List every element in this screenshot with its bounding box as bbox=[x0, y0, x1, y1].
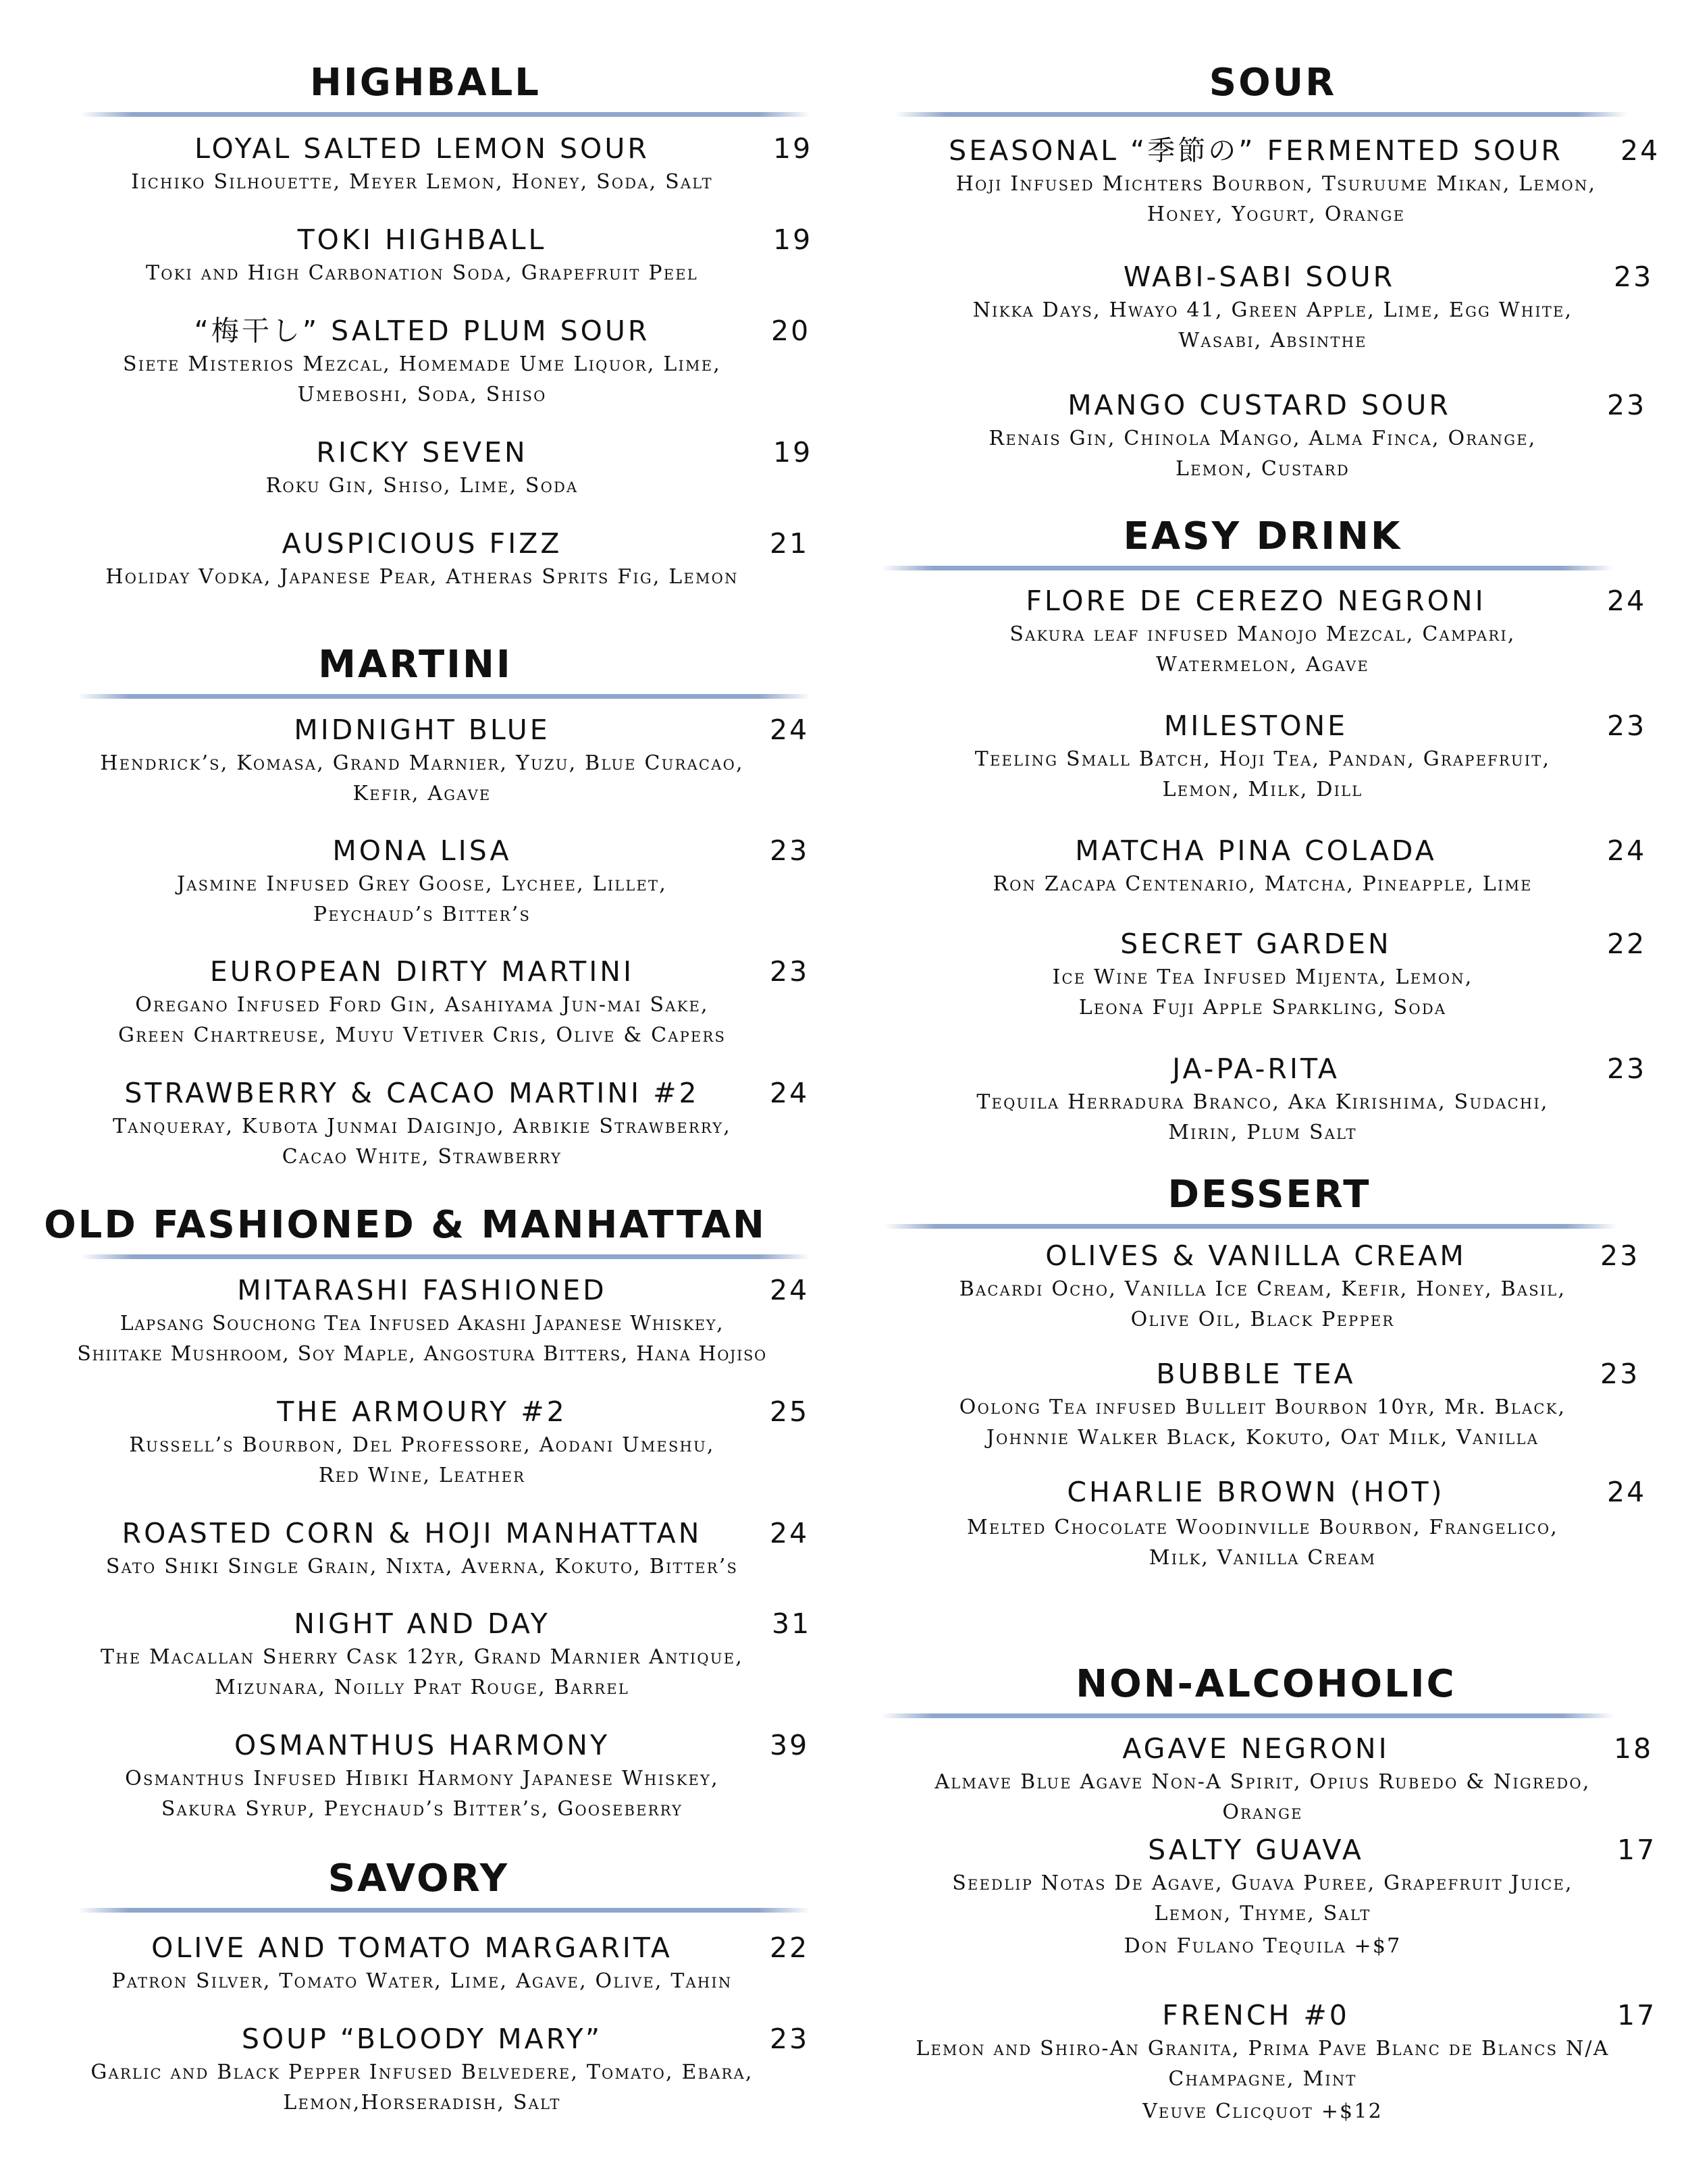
item-description: Ice Wine Tea Infused Mijenta, Lemon, Leona Fuji Apple Sparkling, Soda bbox=[1052, 965, 1473, 1019]
section-divider bbox=[78, 694, 810, 699]
item-name: OSMANTHUS HARMONY bbox=[234, 1729, 610, 1761]
item-name: STRAWBERRY & CACAO MARTINI #2 bbox=[124, 1077, 700, 1109]
section-dessert bbox=[864, 1171, 1688, 1229]
item-description: Osmanthus Infused Hibiki Harmony Japanese Whiskey, Sakura Syrup, Peychaud’s Bitter’s, Gooseberry bbox=[125, 1767, 719, 1821]
item-description: Iichiko Silhouette, Meyer Lemon, Honey, Soda, Salt bbox=[131, 170, 713, 194]
item-price: 23 bbox=[1607, 710, 1647, 742]
item-name: THE ARMOURY #2 bbox=[277, 1395, 567, 1428]
item-addon: Don Fulano Tequila +$7 bbox=[1124, 1934, 1402, 1958]
item-price: 23 bbox=[770, 2023, 810, 2055]
item-price: 24 bbox=[1607, 834, 1647, 867]
item-name: SALTY GUAVA bbox=[1148, 1834, 1364, 1866]
item-price: 19 bbox=[773, 436, 813, 469]
item-description: Sakura leaf infused Manojo Mezcal, Campari, Watermelon, Agave bbox=[1009, 622, 1516, 676]
item-description: Hendrick’s, Komasa, Grand Marnier, Yuzu, Blue Curacao, Kefir, Agave bbox=[100, 751, 744, 805]
item-price: 17 bbox=[1617, 1834, 1657, 1866]
item-description: Nikka Days, Hwayo 41, Green Apple, Lime, Egg White, Wasabi, Absinthe bbox=[972, 298, 1573, 352]
item-price: 25 bbox=[770, 1395, 810, 1428]
item-price: 19 bbox=[773, 132, 813, 165]
item-description: Almave Blue Agave Non-A Spirit, Opius Rubedo & Nigredo, Orange bbox=[934, 1770, 1591, 1824]
item-name: OLIVES & VANILLA CREAM bbox=[1045, 1240, 1467, 1272]
item-description: Russell’s Bourbon, Del Professore, Aodani Umeshu, Red Wine, Leather bbox=[129, 1433, 715, 1487]
item-description: Jasmine Infused Grey Goose, Lychee, Lillet, Peychaud’s Bitter’s bbox=[176, 872, 667, 926]
item-price: 24 bbox=[770, 1077, 810, 1109]
item-price: 24 bbox=[1620, 134, 1660, 167]
item-name: SECRET GARDEN bbox=[1120, 928, 1392, 960]
item-description: The Macallan Sherry Cask 12yr, Grand Marnier Antique, Mizunara, Noilly Prat Rouge, Barrel bbox=[101, 1645, 743, 1699]
section-savory bbox=[0, 1855, 851, 1913]
item-price: 22 bbox=[1607, 928, 1647, 960]
item-description: Melted Chocolate Woodinville Bourbon, Frangelico, Milk, Vanilla Cream bbox=[967, 1516, 1558, 1570]
section-divider bbox=[81, 1254, 810, 1259]
item-name: OLIVE AND TOMATO MARGARITA bbox=[151, 1932, 672, 1964]
section-non-alcoholic bbox=[864, 1661, 1688, 1718]
section-heading: HIGHBALL bbox=[310, 61, 541, 105]
item-description: Patron Silver, Tomato Water, Lime, Agave, Olive, Tahin bbox=[111, 1969, 733, 1993]
item-description: Holiday Vodka, Japanese Pear, Atheras Sprits Fig, Lemon bbox=[105, 565, 739, 589]
section-heading: SOUR bbox=[1209, 61, 1337, 105]
item-description: Tanqueray, Kubota Junmai Daiginjo, Arbikie Strawberry, Cacao White, Strawberry bbox=[112, 1115, 732, 1169]
item-description: Siete Misterios Mezcal, Homemade Ume Liquor, Lime, Umeboshi, Soda, Shiso bbox=[123, 352, 721, 406]
item-name: WABI-SABI SOUR bbox=[1123, 261, 1396, 293]
item-name: RICKY SEVEN bbox=[316, 436, 528, 469]
section-divider bbox=[885, 1224, 1617, 1229]
section-heading: EASY DRINK bbox=[1123, 514, 1402, 558]
item-name: CHARLIE BROWN (HOT) bbox=[1067, 1476, 1445, 1508]
item-description: Tequila Herradura Branco, Aka Kirishima, Sudachi, Mirin, Plum Salt bbox=[976, 1090, 1549, 1144]
section-heading: NON-ALCOHOLIC bbox=[1076, 1662, 1456, 1706]
item-price: 39 bbox=[770, 1729, 810, 1761]
item-price: 23 bbox=[770, 955, 810, 988]
item-name: FLORE DE CEREZO NEGRONI bbox=[1026, 585, 1486, 617]
item-name: FRENCH #0 bbox=[1162, 1999, 1350, 2031]
section-divider bbox=[881, 1713, 1614, 1718]
item-name: AUSPICIOUS FIZZ bbox=[282, 527, 562, 560]
item-price: 20 bbox=[771, 315, 811, 347]
item-name: JA-PA-RITA bbox=[1172, 1053, 1340, 1085]
item-price: 23 bbox=[1607, 389, 1647, 421]
item-name: MILESTONE bbox=[1163, 710, 1348, 742]
section-divider bbox=[895, 112, 1627, 117]
section-easy-drink bbox=[864, 513, 1688, 570]
item-description: Lemon and Shiro-An Granita, Prima Pave Blanc de Blancs N/A Champagne, Mint bbox=[916, 2037, 1610, 2091]
item-name: SOUP “BLOODY MARY” bbox=[241, 2023, 603, 2055]
item-price: 24 bbox=[1607, 585, 1647, 617]
item-price: 23 bbox=[1614, 261, 1654, 293]
item-name: MITARASHI FASHIONED bbox=[237, 1274, 607, 1306]
item-description: Hoji Infused Michters Bourbon, Tsuruume Mikan, Lemon, Honey, Yogurt, Orange bbox=[955, 172, 1597, 226]
section-heading: MARTINI bbox=[318, 643, 512, 687]
item-name: MIDNIGHT BLUE bbox=[294, 714, 550, 746]
section-heading: SAVORY bbox=[327, 1857, 510, 1900]
item-price: 23 bbox=[1607, 1053, 1647, 1085]
item-description: Teeling Small Batch, Hoji Tea, Pandan, Grapefruit, Lemon, Milk, Dill bbox=[974, 747, 1551, 801]
item-name: TOKI HIGHBALL bbox=[297, 223, 547, 256]
item-price: 23 bbox=[1600, 1358, 1640, 1390]
item-description: Lapsang Souchong Tea Infused Akashi Japanese Whiskey, Shiitake Mushroom, Soy Maple, Angostura Bitters, Hana Hojiso bbox=[77, 1312, 767, 1366]
item-name: MONA LISA bbox=[332, 834, 512, 867]
item-name: MANGO CUSTARD SOUR bbox=[1067, 389, 1451, 421]
item-description: Ron Zacapa Centenario, Matcha, Pineapple, Lime bbox=[993, 872, 1533, 896]
section-sour bbox=[864, 59, 1688, 117]
item-name: SEASONAL “季節の” FERMENTED SOUR bbox=[949, 134, 1563, 167]
item-description: Oolong Tea infused Bulleit Bourbon 10yr, Mr. Black, Johnnie Walker Black, Kokuto, Oat Milk, Vanilla bbox=[959, 1395, 1566, 1449]
section-divider bbox=[81, 112, 810, 117]
item-name: LOYAL SALTED LEMON SOUR bbox=[194, 132, 650, 165]
item-name: NIGHT AND DAY bbox=[294, 1607, 550, 1640]
item-addon: Veuve Clicquot +$12 bbox=[1142, 2100, 1383, 2123]
right-column bbox=[864, 0, 1688, 2184]
section-heading: OLD FASHIONED & MANHATTAN bbox=[44, 1203, 766, 1247]
item-description: Sato Shiki Single Grain, Nixta, Averna, Kokuto, Bitter’s bbox=[105, 1555, 739, 1578]
item-name: MATCHA PINA COLADA bbox=[1075, 834, 1437, 867]
section-martini bbox=[0, 641, 851, 699]
item-price: 17 bbox=[1617, 1999, 1657, 2031]
section-divider bbox=[881, 566, 1614, 570]
item-price: 18 bbox=[1614, 1732, 1654, 1765]
item-price: 24 bbox=[770, 714, 810, 746]
item-price: 23 bbox=[770, 834, 810, 867]
item-price: 23 bbox=[1600, 1240, 1640, 1272]
section-highball bbox=[0, 59, 851, 117]
item-price: 31 bbox=[772, 1607, 812, 1640]
section-old-fashioned bbox=[0, 1202, 851, 1259]
item-description: Bacardi Ocho, Vanilla Ice Cream, Kefir, Honey, Basil, Olive Oil, Black Pepper bbox=[959, 1277, 1566, 1331]
item-description: Garlic and Black Pepper Infused Belvedere, Tomato, Ebara, Lemon,Horseradish, Salt bbox=[90, 2060, 754, 2114]
section-divider bbox=[78, 1908, 810, 1913]
item-price: 22 bbox=[770, 1932, 810, 1964]
item-description: Roku Gin, Shiso, Lime, Soda bbox=[265, 474, 579, 498]
item-name: BUBBLE TEA bbox=[1156, 1358, 1356, 1390]
item-description: Oregano Infused Ford Gin, Asahiyama Jun-mai Sake, Green Chartreuse, Muyu Vetiver Cris, Olive & Capers bbox=[117, 993, 727, 1047]
item-name: ROASTED CORN & HOJI MANHATTAN bbox=[122, 1517, 702, 1549]
item-price: 19 bbox=[773, 223, 813, 256]
item-price: 21 bbox=[770, 527, 810, 560]
item-description: Renais Gin, Chinola Mango, Alma Finca, Orange, Lemon, Custard bbox=[988, 427, 1537, 481]
item-name: “梅干し” SALTED PLUM SOUR bbox=[194, 315, 650, 347]
item-price: 24 bbox=[770, 1274, 810, 1306]
item-description: Toki and High Carbonation Soda, Grapefruit Peel bbox=[146, 261, 698, 285]
section-heading: DESSERT bbox=[1167, 1173, 1371, 1217]
item-description: Seedlip Notas De Agave, Guava Puree, Grapefruit Juice, Lemon, Thyme, Salt bbox=[952, 1871, 1573, 1925]
item-price: 24 bbox=[1607, 1476, 1647, 1508]
item-price: 24 bbox=[770, 1517, 810, 1549]
item-name: EUROPEAN DIRTY MARTINI bbox=[209, 955, 635, 988]
item-name: AGAVE NEGRONI bbox=[1122, 1732, 1390, 1765]
